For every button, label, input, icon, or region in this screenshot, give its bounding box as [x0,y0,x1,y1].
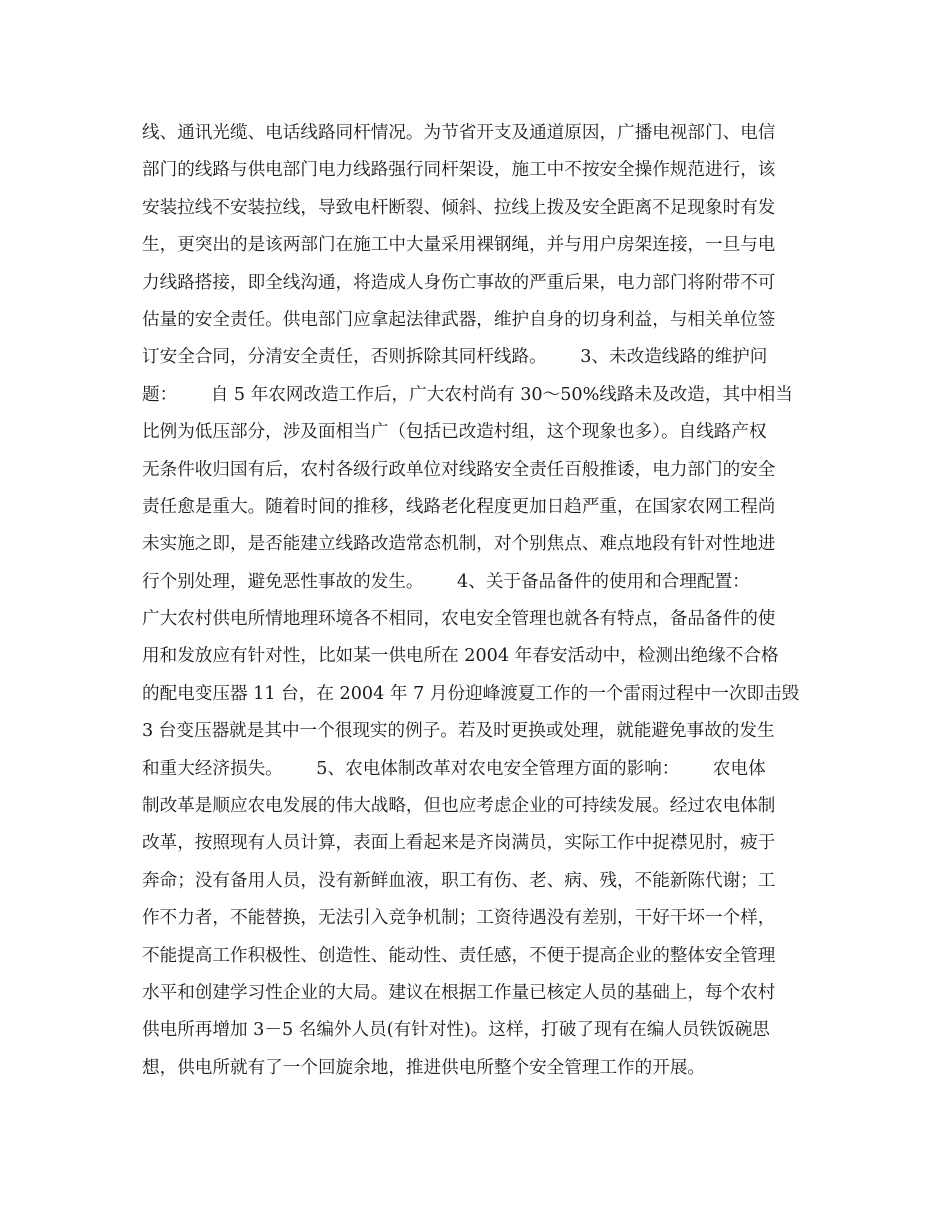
text-line: 未实施之即，是否能建立线路改造常态机制，对个别焦点、难点地段有针对性地进 [142,534,776,555]
text-line: 作不力者，不能替换，无法引入竞争机制；工资待遇没有差别，干好干坏一个样， [142,908,776,929]
text-line: 生，更突出的是该两部门在施工中大量采用裸钢绳，并与用户房架连接，一旦与电 [142,235,776,256]
text-line: 无条件收归国有后，农村各级行政单位对线路安全责任百般推诿，电力部门的安全 [142,459,776,480]
text-line: 供电所再增加 3－5 名编外人员(有针对性)。这样，打破了现有在编人员铁饭碗思 [142,1020,770,1041]
text-line: 想，供电所就有了一个回旋余地，推进供电所整个安全管理工作的开展。 [142,1057,706,1078]
text-line: 制改革是顺应农电发展的伟大战略，但也应考虑企业的可持续发展。经过农电体制 [142,796,776,817]
text-line: 改革，按照现有人员计算，表面上看起来是齐岗满员，实际工作中捉襟见肘，疲于 [142,833,776,854]
text-line: 责任愈是重大。随着时间的推移，线路老化程度更加日趋严重，在国家农网工程尚 [142,496,776,517]
text-line: 用和发放应有针对性，比如某一供电所在 2004 年春安活动中，检测出绝缘不合格 [142,646,779,667]
text-line: 比例为低压部分，涉及面相当广（包括已改造村组，这个现象也多）。自线路产权 [142,422,767,443]
text-line: 3 台变压器就是其中一个很现实的例子。若及时更换或处理，就能避免事故的发生 [142,721,775,742]
text-line: 力线路搭接，即全线沟通，将造成人身伤亡事故的严重后果，电力部门将附带不可 [142,272,776,293]
body-paragraph [142,115,822,1087]
text-line: 广大农村供电所情地理环境各不相同，农电安全管理也就各有特点，备品备件的使 [142,609,776,630]
text-line: 题： 自 5 年农网改造工作后，广大农村尚有 30～50%线路未及改造，其中相当 [142,384,793,405]
text-line: 线、通讯光缆、电话线路同杆情况。为节省开支及通道原因，广播电视部门、电信 [142,123,776,143]
text-line: 奔命；没有备用人员，没有新鲜血液，职工有伤、老、病、残，不能新陈代谢；工 [142,870,776,891]
text-line: 安装拉线不安装拉线，导致电杆断裂、倾斜、拉线上拨及安全距离不足现象时有发 [142,197,776,218]
text-line: 的配电变压器 11 台，在 2004 年 7 月份迎峰渡夏工作的一个雷雨过程中一次即击毁 [142,683,800,704]
text-line: 行个别处理，避免恶性事故的发生。 4、关于备品备件的使用和合理配置： [142,571,750,592]
text-line: 订安全合同，分清安全责任，否则拆除其同杆线路。 3、未改造线路的维护问 [142,347,768,368]
text-line: 不能提高工作积极性、创造性、能动性、责任感，不便于提高企业的整体安全管理 [142,945,776,966]
text-line: 水平和创建学习性企业的大局。建议在根据工作量已核定人员的基础上，每个农村 [142,982,776,1003]
text-line: 和重大经济损失。 5、农电体制改革对农电安全管理方面的影响： 农电体 [142,758,766,779]
text-line: 部门的线路与供电部门电力线路强行同杆架设，施工中不按安全操作规范进行，该 [142,160,776,181]
text-line: 估量的安全责任。供电部门应拿起法律武器，维护自身的切身利益，与相关单位签 [142,309,776,330]
